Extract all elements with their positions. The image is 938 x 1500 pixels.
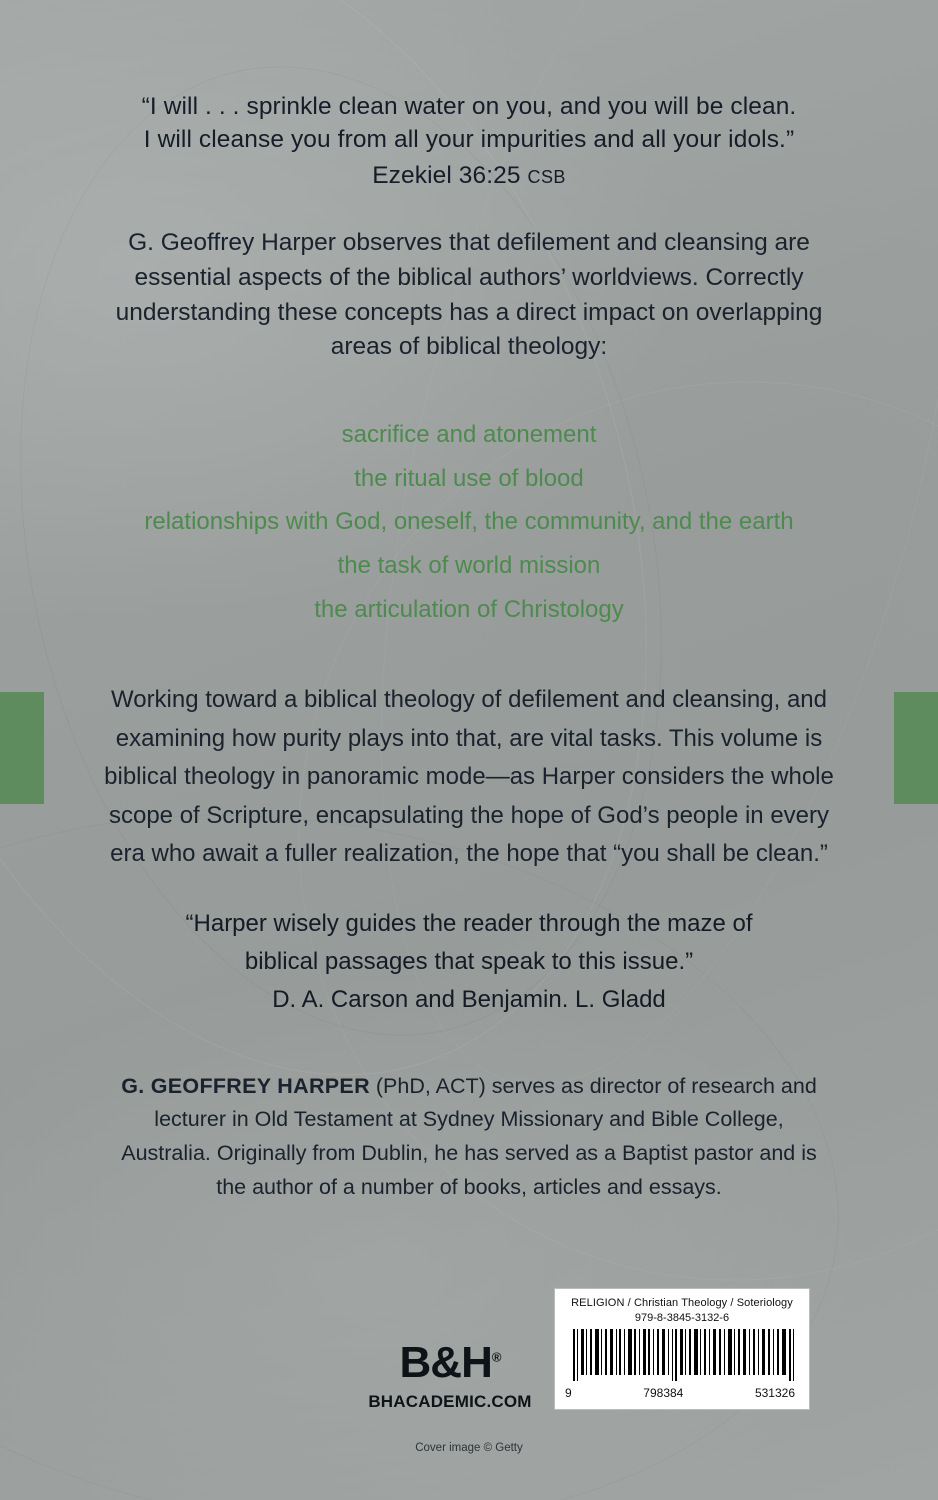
author-bio [96, 1070, 842, 1204]
epigraph-reference [96, 159, 842, 192]
epigraph-reference-version: CSB [527, 166, 566, 187]
epigraph-line-1: “I will . . . sprinkle clean water on you, and you will be clean. [141, 93, 797, 120]
publisher-website: BHACADEMIC.COM [368, 1392, 532, 1411]
epigraph-line-2: I will cleanse you from all your impurities and all your idols.” [143, 126, 795, 154]
isbn-barcode-block [554, 1288, 810, 1410]
barcode-image [573, 1329, 803, 1385]
epigraph [96, 90, 842, 192]
cover-footer [0, 1260, 938, 1500]
endorsement [96, 905, 842, 1018]
topic-item: the ritual use of blood [354, 464, 584, 492]
registered-mark: ® [491, 1349, 501, 1365]
topic-item: the task of world mission [337, 552, 601, 580]
bisac-category: RELIGION / Christian Theology / Soteriology [571, 1297, 793, 1309]
barcode-group-1: 798384 [643, 1385, 684, 1400]
description-paragraph: G. Geoffrey Harper observes that defilement and cleansing are essential aspects of the biblical authors’ worldviews. Correctly understanding these concepts has a direct impact on overlapping areas of biblical theology: [115, 228, 823, 361]
summary-paragraph: Working toward a biblical theology of defilement and cleansing, and examining how purity plays into that, are vital tasks. This volume is biblical theology in panoramic mode—as Harper considers the whole scope of Scripture, encapsulating the hope of God’s people in every era who await a fuller realization, the hope that “you shall be clean.” [104, 686, 834, 867]
publisher-logo-mark [330, 1338, 570, 1387]
topic-item: the articulation of Christology [314, 595, 624, 623]
topic-item: sacrifice and atonement [341, 421, 597, 449]
publisher-logo-text: B&H [399, 1338, 492, 1387]
endorsement-line-1: “Harper wisely guides the reader through the maze of [185, 910, 753, 938]
image-credit: Cover image © Getty [415, 1442, 523, 1454]
endorsement-attribution: D. A. Carson and Benjamin. L. Gladd [272, 985, 666, 1013]
barcode-group-2: 531326 [754, 1385, 795, 1400]
publisher-logo [330, 1338, 570, 1412]
barcode-digits [563, 1385, 801, 1400]
barcode-prefix-digit: 9 [565, 1385, 572, 1400]
epigraph-reference-text: Ezekiel 36:25 [372, 161, 521, 189]
author-bio-text: (PhD, ACT) serves as director of research and lecturer in Old Testament at Sydney Missionary and Bible College, Australia. Originally from Dublin, he has served as a Baptist pastor and is the author of a number of books, articles and essays. [121, 1073, 817, 1199]
topic-item: relationships with God, oneself, the community, and the earth [144, 508, 794, 536]
topic-list [96, 413, 842, 631]
cover-content [0, 90, 938, 1204]
isbn-number: 979-8-3845-3132-6 [634, 1311, 730, 1324]
author-name: G. GEOFFREY HARPER [121, 1073, 370, 1098]
endorsement-line-2: biblical passages that speak to this issue.” [244, 947, 694, 975]
